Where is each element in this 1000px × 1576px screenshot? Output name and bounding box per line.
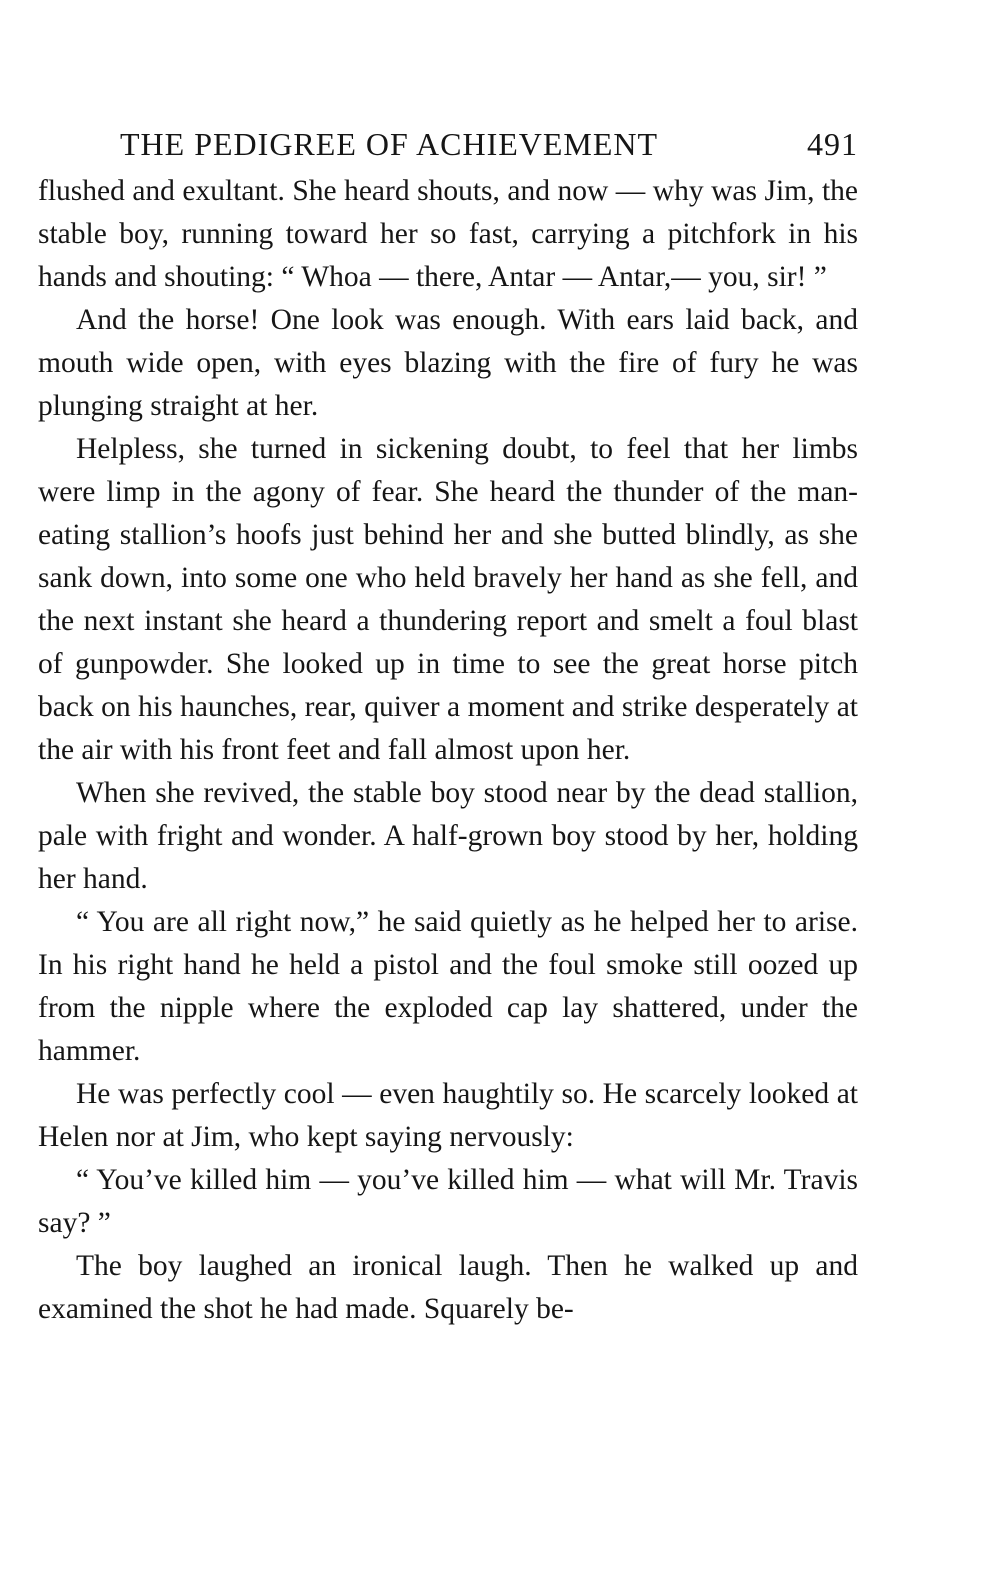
page-number: 491: [807, 126, 858, 162]
running-header: [38, 118, 858, 170]
paragraph: He was perfectly cool — even haughtily so. He scarcely looked at Helen nor at Jim, who kept saying nervously:: [38, 1078, 858, 1153]
paragraph: Helpless, she turned in sickening doubt, to feel that her limbs were limp in the agony of fear. She heard the thunder of the man-eating stallion’s hoofs just behind her and she butted blindly, as she sank down, into some one who held bravely her hand as she fell, and the next instant she heard a thundering report and smelt a foul blast of gunpowder. She looked up in time to see the great horse pitch back on his haunches, rear, quiver a moment and strike desperately at the air with his front feet and fall almost upon her.: [38, 433, 858, 766]
paragraph: “ You are all right now,” he said quietly as he helped her to arise. In his right hand he held a pistol and the foul smoke still oozed up from the nipple where the exploded cap lay shattered, under the hammer.: [38, 906, 858, 1067]
book-page: [38, 118, 858, 1331]
paragraph: When she revived, the stable boy stood near by the dead stallion, pale with fright and wonder. A half-grown boy stood by her, holding her hand.: [38, 777, 858, 895]
paragraph: The boy laughed an ironical laugh. Then he walked up and examined the shot he had made. Squarely be-: [38, 1250, 858, 1325]
paragraph: And the horse! One look was enough. With ears laid back, and mouth wide open, with eyes blazing with the fire of fury he was plunging straight at her.: [38, 304, 858, 422]
chapter-title: THE PEDIGREE OF ACHIEVEMENT: [120, 126, 659, 162]
paragraph: flushed and exultant. She heard shouts, and now — why was Jim, the stable boy, running toward her so fast, carrying a pitchfork in his hands and shouting: “ Whoa — there, Antar — Antar,— you, sir! ”: [38, 175, 858, 293]
body-text: [38, 170, 858, 1331]
paragraph: “ You’ve killed him — you’ve killed him — what will Mr. Travis say? ”: [38, 1164, 858, 1239]
